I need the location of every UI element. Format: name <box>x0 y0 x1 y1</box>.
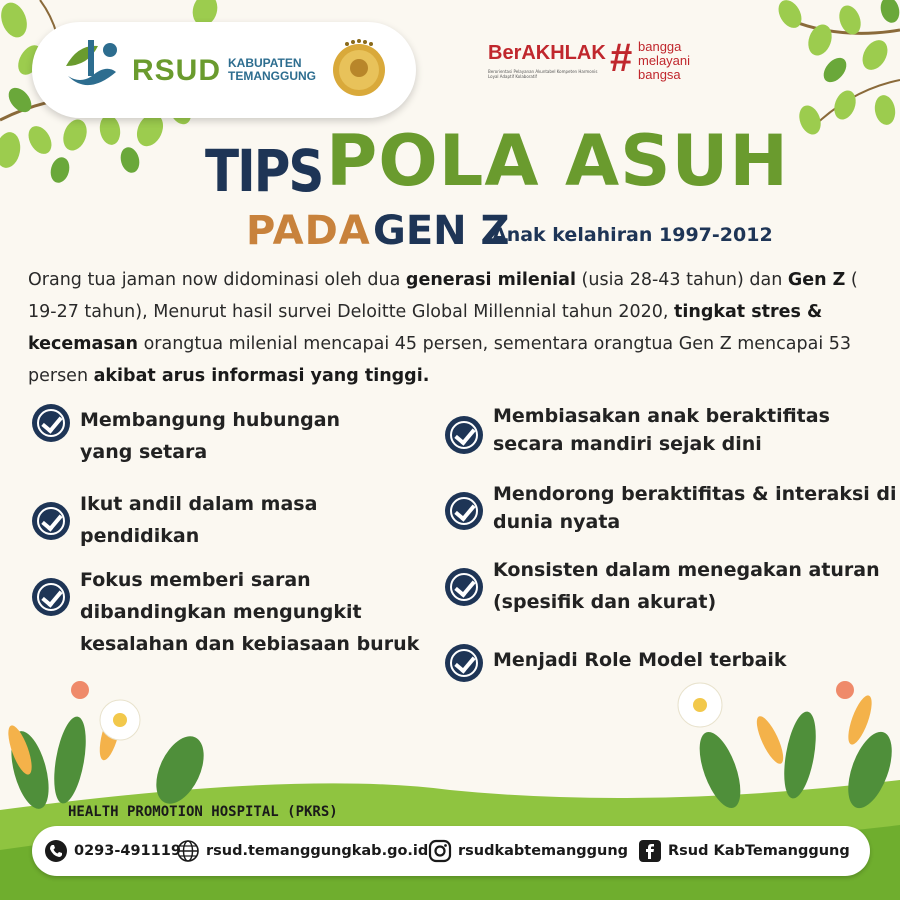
title-pola-asuh: POLA ASUH <box>326 120 789 202</box>
title-tips: TIPS <box>205 138 323 205</box>
berakhlak-title: BerAKHLAK <box>488 42 606 64</box>
check-circle-icon <box>32 404 70 442</box>
instagram-icon <box>428 839 452 863</box>
contact-website[interactable]: rsud.temanggungkab.go.id <box>176 839 428 863</box>
tip-item: Mendorong beraktifitas & interaksi di dunia nyata <box>445 480 897 536</box>
tip-item: Membiasakan anak beraktifitas secara mandiri sejak dini <box>445 402 830 458</box>
berakhlak-subtitle: Berorientasi Pelayanan Akuntabel Kompeten Harmonis Loyal Adaptif Kolaboratif <box>488 69 598 79</box>
check-circle-icon <box>445 644 483 682</box>
tip-item: Konsisten dalam menegakan aturan (spesifik dan akurat) <box>445 554 880 618</box>
rsud-logo-text: RSUD <box>132 54 222 87</box>
check-circle-icon <box>445 568 483 606</box>
tip-item: Ikut andil dalam masa pendidikan <box>32 488 317 552</box>
contact-bar <box>32 826 870 876</box>
contact-instagram[interactable]: rsudkabtemanggung <box>428 839 628 863</box>
check-circle-icon <box>445 492 483 530</box>
contact-phone: 0293-491119 <box>44 839 181 863</box>
check-circle-icon <box>445 416 483 454</box>
phone-icon <box>44 839 68 863</box>
berakhlak-tagline: bangga melayani bangsa <box>638 39 691 82</box>
title-pada: PADA <box>246 208 371 254</box>
globe-icon <box>176 839 200 863</box>
check-circle-icon <box>32 578 70 616</box>
rsud-logo-subtitle: KABUPATEN TEMANGGUNG <box>228 56 316 83</box>
check-circle-icon <box>32 502 70 540</box>
berakhlak-hash: # <box>610 36 633 80</box>
hospital-logo-card <box>32 22 416 118</box>
rsud-logo-icon <box>58 36 128 98</box>
tip-item: Fokus memberi saran dibandingkan mengungkit kesalahan dan kebiasaan buruk <box>32 564 419 660</box>
title-birth-range: Anak kelahiran 1997-2012 <box>492 224 773 246</box>
contact-facebook[interactable]: Rsud KabTemanggung <box>638 839 850 863</box>
paripurna-badge-icon <box>330 38 388 100</box>
title-gen-z: GEN Z <box>373 208 510 254</box>
berakhlak-logo <box>488 34 718 84</box>
pkrs-label: HEALTH PROMOTION HOSPITAL (PKRS) <box>68 804 338 820</box>
intro-paragraph: Orang tua jaman now didominasi oleh dua generasi milenial (usia 28-43 tahun) dan Gen Z ( 19-27 tahun), Menurut hasil survei Deloitte Global Millennial tahun 2020, tingkat stres & kecemasan orangtua milenial mencapai 45 persen, sementara orangtua Gen Z mencapai 53 persen akibat arus informasi yang tinggi. <box>28 270 858 386</box>
tip-item: Membangung hubungan yang setara <box>32 404 340 468</box>
tip-item: Menjadi Role Model terbaik <box>445 644 787 682</box>
facebook-icon <box>638 839 662 863</box>
